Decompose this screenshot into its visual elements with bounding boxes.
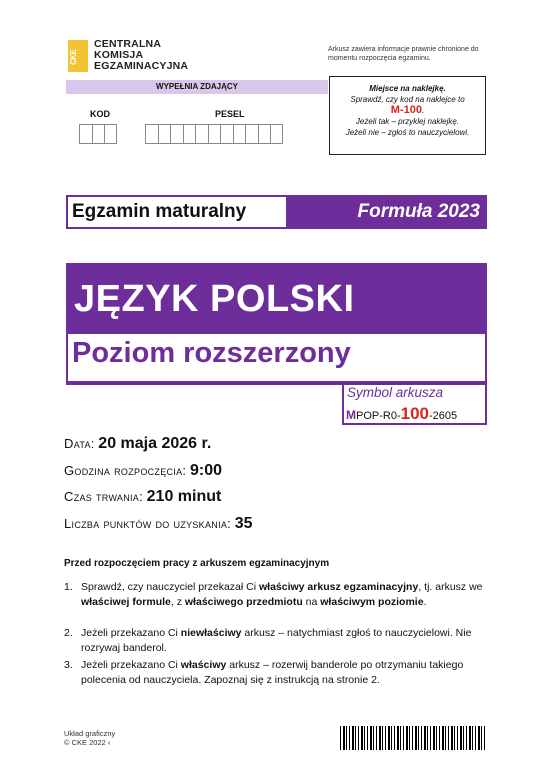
footer-line-2: © CKE 2022	[64, 738, 106, 747]
bold-text: właściwej formule	[81, 596, 171, 608]
meta-start-time	[64, 462, 222, 480]
meta-key: Czas trwania:	[64, 489, 144, 504]
bold-text: właściwy	[180, 659, 227, 671]
symbol-label: Symbol arkusza	[347, 385, 444, 400]
meta-key: Data:	[64, 436, 95, 451]
text: , tj. arkusz we	[418, 581, 483, 593]
bold-text: właściwego przedmiotu	[184, 596, 303, 608]
item-number: 3.	[64, 659, 73, 671]
text: , z	[170, 596, 185, 608]
sticker-code: M-100	[390, 104, 422, 116]
sticker-line-1: Sprawdź, czy kod na naklejce to	[350, 95, 465, 104]
exam-formula: Formuła 2023	[357, 201, 480, 222]
meta-value: 20 maja 2026 r.	[98, 435, 212, 452]
text: .	[423, 596, 427, 608]
cke-logo-icon	[68, 40, 88, 72]
logo-text	[94, 39, 188, 72]
text: arkusz – rozerwij banderole po otrzymaniu takiego polecenia od nauczyciela. Zapoznaj się z instrukcją na stronie 2.	[81, 659, 464, 686]
cke-chevron-icon: ‹	[107, 738, 111, 747]
meta-value: 35	[234, 515, 253, 532]
text: arkusz – natychmiast zgłoś to nauczycielowi. Nie rozrywaj banderol.	[81, 627, 472, 654]
symbol-suffix: -2605	[429, 410, 458, 422]
instruction-item	[64, 626, 484, 656]
sticker-code-dot: .	[421, 106, 425, 115]
subject-title: JĘZYK POLSKI	[74, 278, 355, 320]
text: na	[302, 596, 321, 608]
meta-key: Liczba punktów do uzyskania:	[64, 516, 232, 531]
text: Sprawdź, czy nauczyciel przekazał Ci	[81, 581, 259, 593]
item-number: 1.	[64, 581, 73, 593]
instruction-item	[64, 580, 484, 610]
logo-line-3: EGZAMINACYJNA	[94, 60, 189, 72]
exam-title: Egzamin maturalny	[72, 201, 247, 222]
instructions-heading: Przed rozpoczęciem pracy z arkuszem egzaminacyjnym	[64, 558, 330, 569]
meta-duration	[64, 488, 221, 506]
instruction-item	[64, 658, 484, 688]
footer	[64, 729, 115, 747]
meta-key: Godzina rozpoczęcia:	[64, 463, 187, 478]
pesel-boxes[interactable]	[145, 124, 283, 144]
logo-mark-text: CKE	[69, 49, 78, 65]
fill-by-student-bar: WYPEŁNIA ZDAJĄCY	[66, 80, 328, 94]
logo-line-2: KOMISJA	[94, 49, 144, 61]
item-number: 2.	[64, 627, 73, 639]
text: Jeżeli przekazano Ci	[81, 659, 181, 671]
sticker-line-2: Jeżeli tak – przyklej naklejkę.	[355, 117, 460, 126]
meta-date	[64, 435, 211, 453]
symbol-num: 100	[400, 404, 429, 423]
bold-text: właściwy arkusz egzaminacyjny	[258, 581, 419, 593]
sticker-title: Miejsce na naklejkę.	[369, 84, 446, 93]
symbol-m: M	[346, 408, 356, 422]
sticker-line-3: Jeżeli nie – zgłoś to nauczycielowi.	[345, 128, 470, 137]
legal-notice: Arkusz zawiera informacje prawnie chronione do momentu rozpoczęcia egzaminu.	[328, 46, 479, 62]
subject-level: Poziom rozszerzony	[72, 337, 351, 369]
meta-value: 210 minut	[146, 488, 222, 505]
symbol-code	[346, 404, 457, 424]
kod-label: KOD	[90, 109, 110, 119]
meta-points	[64, 515, 253, 533]
pesel-label: PESEL	[215, 109, 245, 119]
kod-boxes[interactable]	[79, 124, 117, 144]
meta-value: 9:00	[189, 462, 222, 479]
bold-text: niewłaściwy	[180, 627, 242, 639]
logo-line-1: CENTRALNA	[94, 38, 162, 50]
text: Jeżeli przekazano Ci	[81, 627, 181, 639]
sticker-area	[329, 76, 486, 155]
footer-line-1: Układ graficzny	[64, 729, 116, 738]
bold-text: właściwym poziomie	[320, 596, 424, 608]
symbol-prefix: POP-R0-	[356, 410, 401, 422]
barcode-image	[340, 726, 486, 750]
